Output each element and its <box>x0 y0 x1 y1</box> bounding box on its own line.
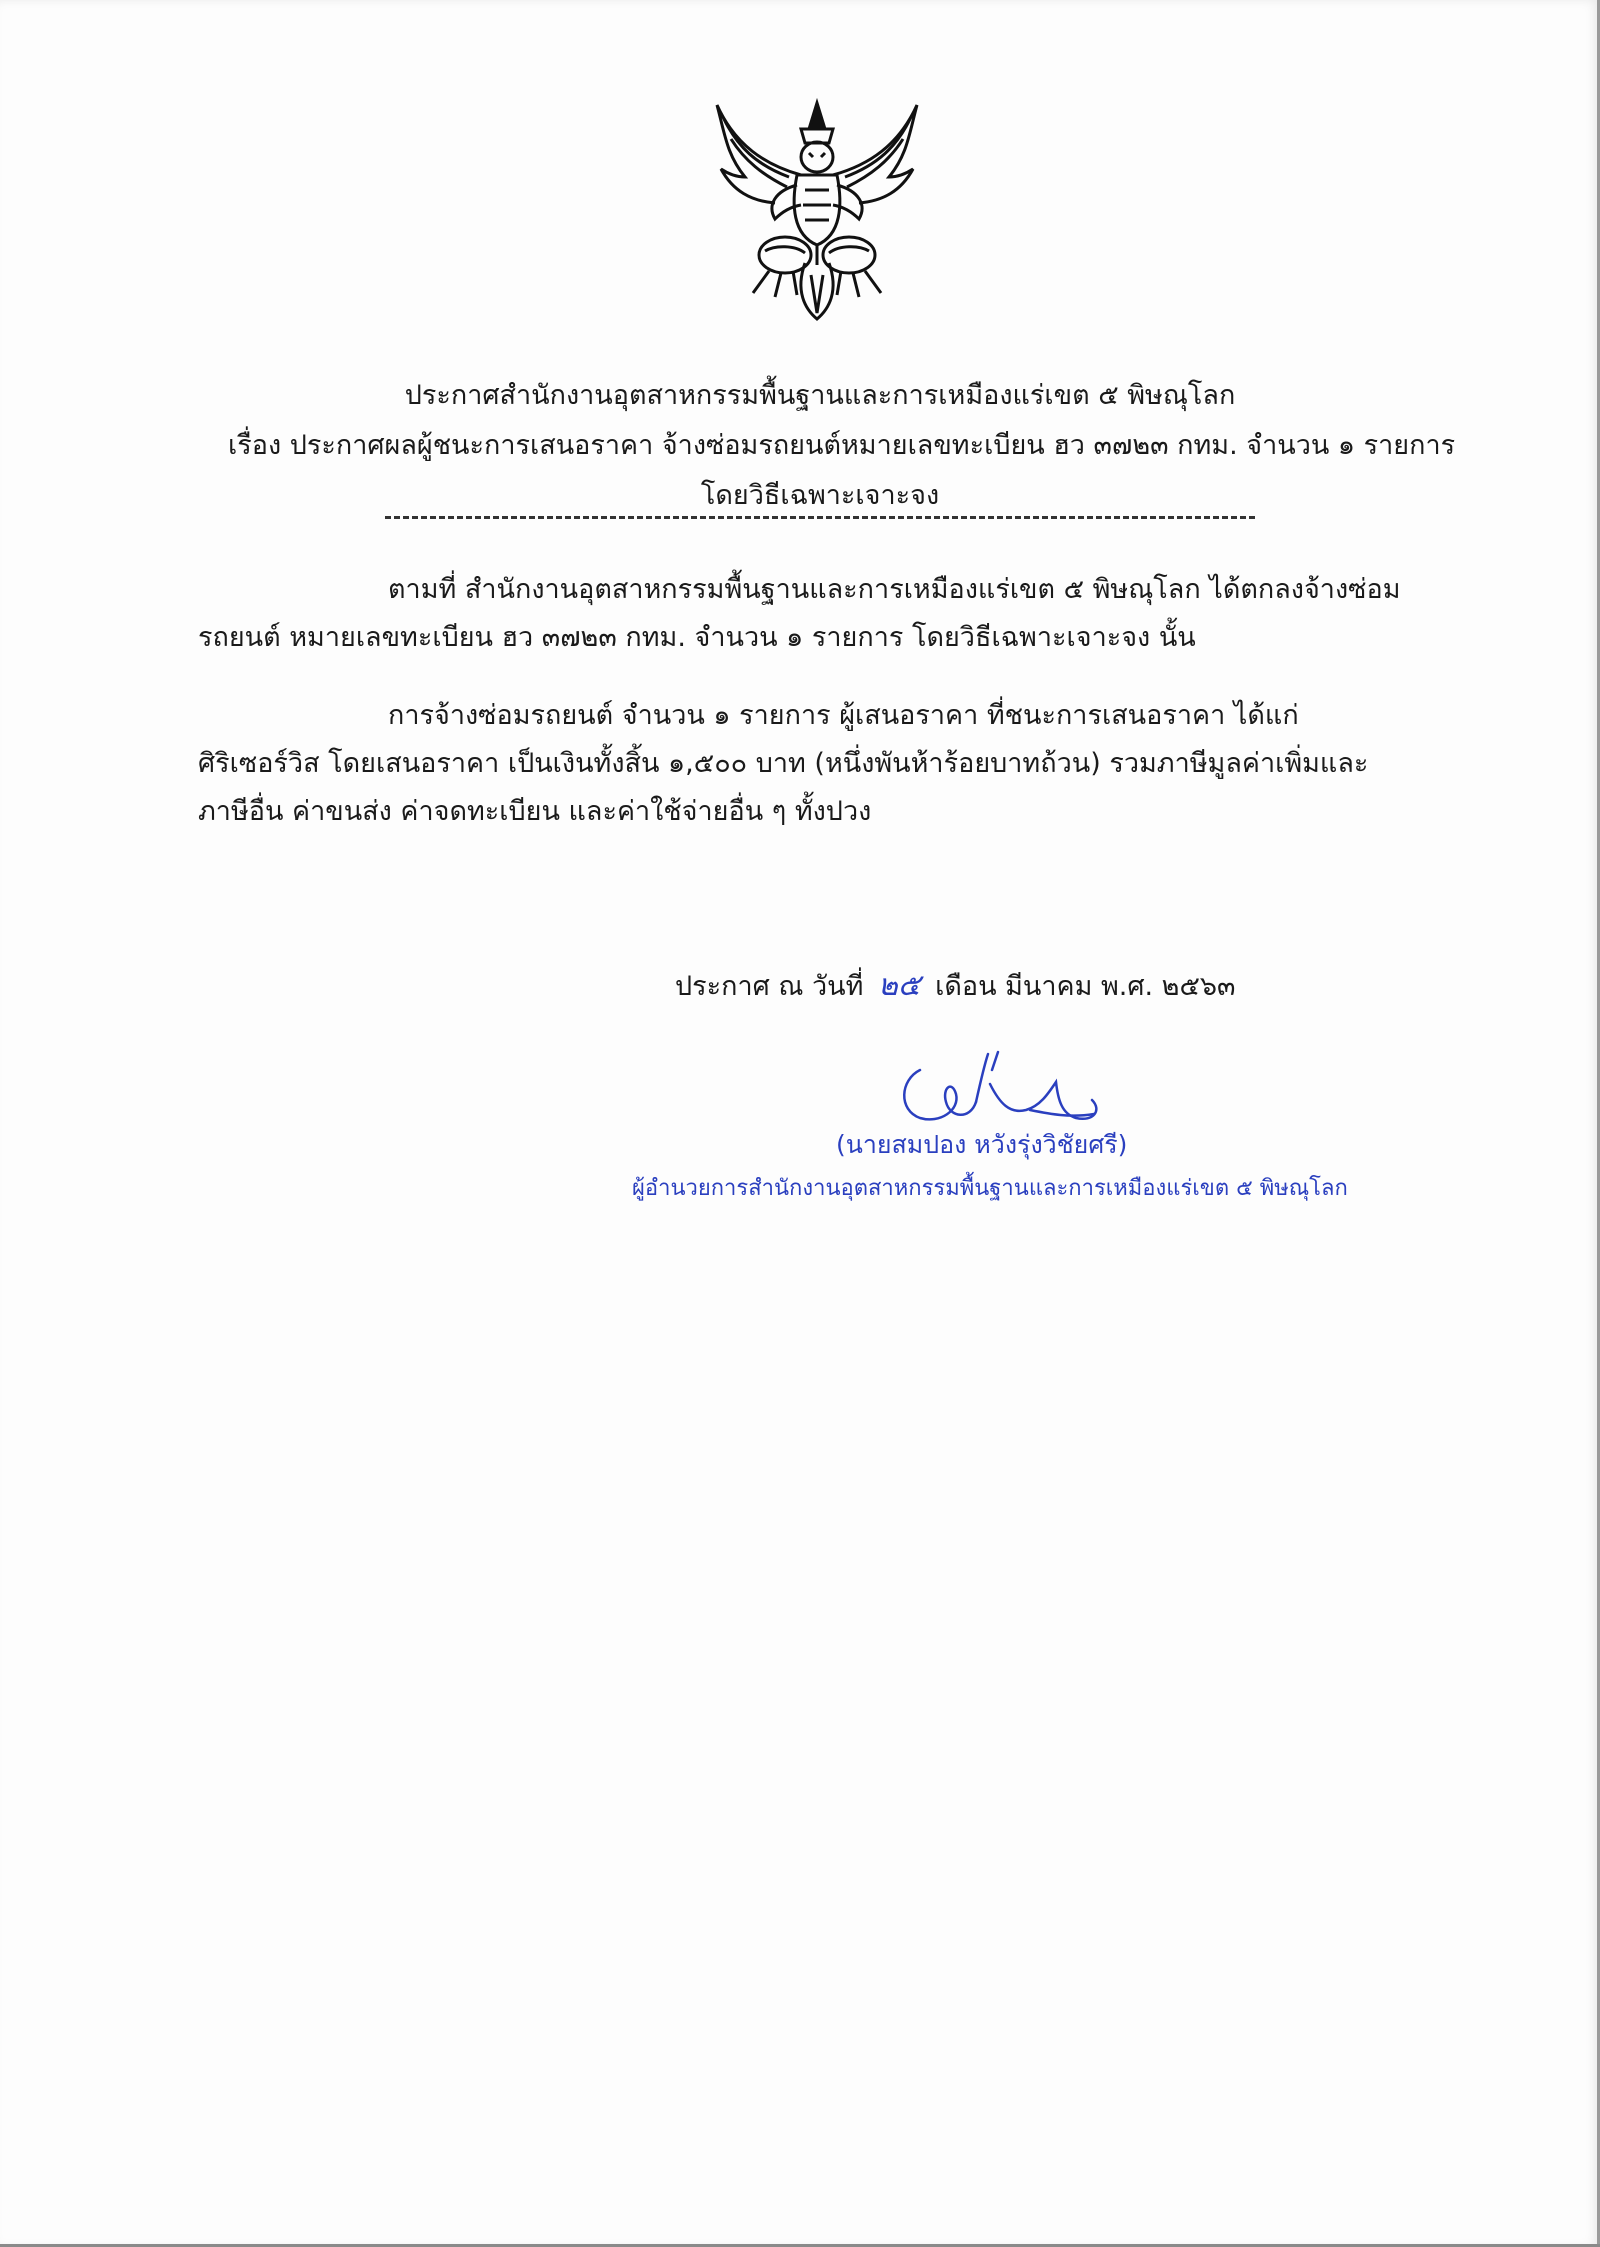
announcement-method: โดยวิธีเฉพาะเจาะจง <box>700 480 940 511</box>
heading-divider <box>385 516 1255 519</box>
announcement-date <box>675 964 1235 1009</box>
paragraph-line: การจ้างซ่อมรถยนต์ จำนวน ๑ รายการ ผู้เสนอราคา ที่ชนะการเสนอราคา ได้แก่ <box>388 700 1299 731</box>
signatory-position: ผู้อำนวยการสำนักงานอุตสาหกรรมพื้นฐานและการเหมืองแร่เขต ๕ พิษณุโลก <box>632 1176 1348 1201</box>
paragraph-line: ตามที่ สำนักงานอุตสาหกรรมพื้นฐานและการเหมืองแร่เขต ๕ พิษณุโลก ได้ตกลงจ้างซ่อม <box>388 574 1401 605</box>
garuda-emblem-icon <box>705 95 930 325</box>
date-prefix: ประกาศ ณ วันที่ <box>675 971 864 1002</box>
announcement-subject: เรื่อง ประกาศผลผู้ชนะการเสนอราคา จ้างซ่อมรถยนต์หมายเลขทะเบียน ฮว ๓๗๒๓ กทม. จำนวน ๑ รายการ <box>228 430 1456 461</box>
announcement-title: ประกาศสำนักงานอุตสาหกรรมพื้นฐานและการเหมืองแร่เขต ๕ พิษณุโลก <box>404 380 1236 411</box>
paragraph-line: รถยนต์ หมายเลขทะเบียน ฮว ๓๗๒๓ กทม. จำนวน ๑ รายการ โดยวิธีเฉพาะเจาะจง นั้น <box>198 622 1196 653</box>
paragraph-line: ภาษีอื่น ค่าขนส่ง ค่าจดทะเบียน และค่าใช้จ่ายอื่น ๆ ทั้งปวง <box>198 796 872 827</box>
paragraph-result <box>198 692 1443 836</box>
signatory-name: (นายสมปอง หวังรุ่งวิชัยศรี) <box>836 1130 1128 1159</box>
date-day-handwritten: ๒๕ <box>878 968 921 1003</box>
date-suffix: เดือน มีนาคม พ.ศ. ๒๕๖๓ <box>935 971 1236 1002</box>
paragraph-intro <box>198 566 1443 662</box>
paragraph-line: ศิริเซอร์วิส โดยเสนอราคา เป็นเงินทั้งสิ้น ๑,๕๐๐ บาท (หนึ่งพันห้าร้อยบาทถ้วน) รวมภาษีมูลค่าเพิ่มและ <box>198 748 1369 779</box>
